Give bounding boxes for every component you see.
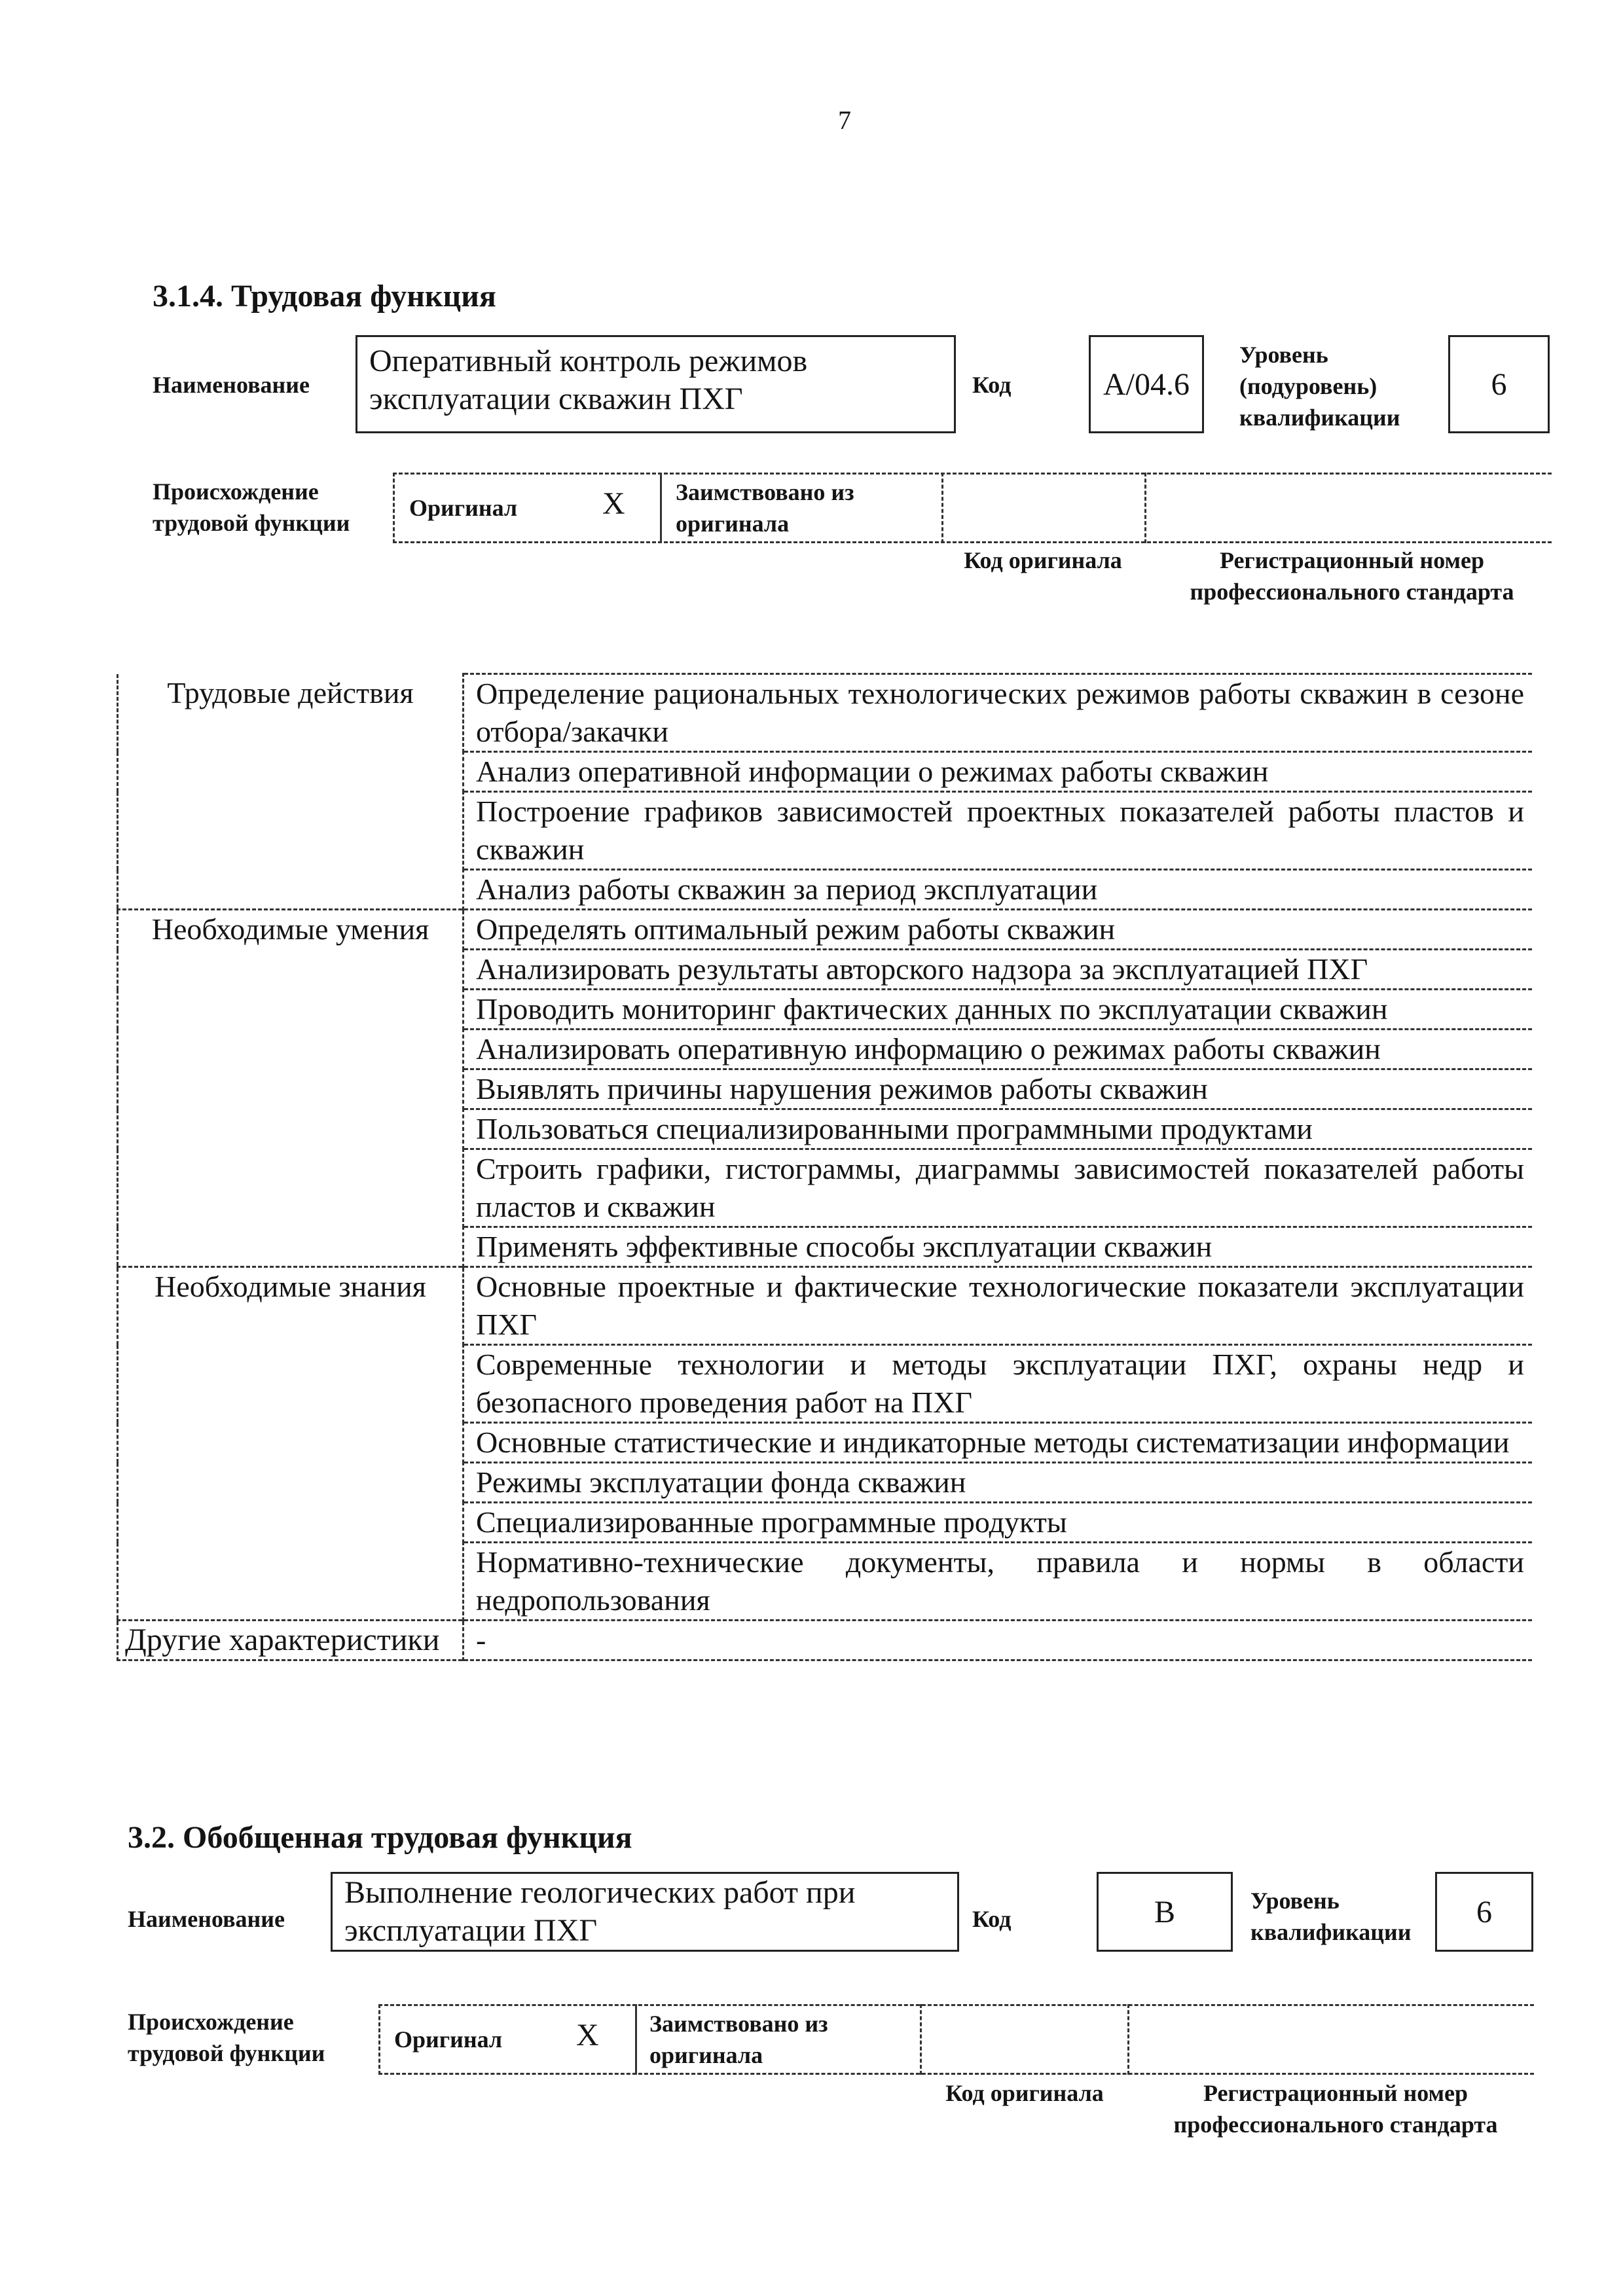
origin-code-caption: Код оригинала <box>964 547 1122 573</box>
origin-frame-32 <box>378 2004 1534 2075</box>
knowledge-item: Специализированные программные продукты <box>464 1503 1533 1543</box>
level-label: Уровень (подуровень) квалификации <box>1239 342 1400 431</box>
name-label-32: Наименование <box>128 1906 285 1932</box>
function-details-table <box>117 673 1532 1661</box>
section-heading-32: 3.2. Обобщенная трудовая функция <box>128 1820 632 1855</box>
origin-label-32: Происхождение трудовой функции <box>128 2009 325 2066</box>
other-value: - <box>464 1621 1533 1660</box>
skill-item: Анализировать результаты авторского надзора за эксплуатацией ПХГ <box>464 950 1533 990</box>
labor-action-item: Построение графиков зависимостей проектных показателей работы пластов и скважин <box>464 792 1533 870</box>
labor-action-item: Определение рациональных технологических режимов работы скважин в сезоне отбора/закачки <box>464 674 1533 752</box>
gtf-level-box <box>1435 1872 1533 1952</box>
skill-item: Строить графики, гистограммы, диаграммы зависимостей показателей работы пластов и скважин <box>464 1149 1533 1227</box>
knowledge-item: Нормативно-технические документы, правила и нормы в области недропользования <box>464 1543 1533 1621</box>
skill-item: Выявлять причины нарушения режимов работы скважин <box>464 1069 1533 1109</box>
reg-number-caption-32: Регистрационный номер профессионального стандарта <box>1173 2080 1498 2138</box>
page-number: 7 <box>838 105 851 135</box>
original-label-32: Оригинал <box>394 2026 503 2053</box>
code-box <box>1089 335 1204 433</box>
labor-action-item: Анализ работы скважин за период эксплуатации <box>464 870 1533 910</box>
function-code: A/04.6 <box>1103 367 1190 402</box>
divider <box>941 473 943 543</box>
name-label: Наименование <box>153 372 310 398</box>
function-name-box <box>356 335 956 433</box>
knowledge-item: Основные статистические и индикаторные методы систематизации информации <box>464 1423 1533 1463</box>
section-heading: 3.1.4. Трудовая функция <box>153 279 496 314</box>
knowledge-item: Основные проектные и фактические технологические показатели эксплуатации ПХГ <box>464 1267 1533 1345</box>
gtf-level: 6 <box>1476 1894 1492 1929</box>
divider <box>660 473 662 543</box>
divider <box>1127 2004 1129 2075</box>
original-mark: X <box>602 486 625 521</box>
code-label-32: Код <box>972 1906 1012 1932</box>
skill-item: Пользоваться специализированными программными продуктами <box>464 1109 1533 1149</box>
skill-item: Определять оптимальный режим работы скважин <box>464 910 1533 950</box>
function-name: Оперативный контроль режимов эксплуатации скважин ПХГ <box>369 344 808 416</box>
skill-item: Применять эффективные способы эксплуатации скважин <box>464 1227 1533 1267</box>
borrowed-label-32: Заимствовано из оригинала <box>649 2011 828 2068</box>
level-box <box>1448 335 1550 433</box>
divider <box>393 473 395 543</box>
knowledge-label: Необходимые знания <box>118 1267 464 1621</box>
original-mark-32: X <box>576 2018 599 2053</box>
gtf-name-box <box>331 1872 959 1952</box>
divider <box>1144 473 1146 543</box>
divider <box>378 2004 380 2075</box>
skill-item: Проводить мониторинг фактических данных по эксплуатации скважин <box>464 990 1533 1030</box>
reg-number-caption: Регистрационный номер профессионального стандарта <box>1190 547 1514 605</box>
skill-item: Анализировать оперативную информацию о режимах работы скважин <box>464 1030 1533 1069</box>
skills-label: Необходимые умения <box>118 910 464 1267</box>
origin-label: Происхождение трудовой функции <box>153 478 350 536</box>
gtf-code-box <box>1097 1872 1233 1952</box>
borrowed-label: Заимствовано из оригинала <box>676 479 854 537</box>
level-value: 6 <box>1491 367 1507 402</box>
labor-actions-label: Трудовые действия <box>118 674 464 910</box>
gtf-code: B <box>1154 1894 1175 1929</box>
knowledge-item: Современные технологии и методы эксплуатации ПХГ, охраны недр и безопасного проведения работ на ПХГ <box>464 1345 1533 1423</box>
other-label: Другие характеристики <box>118 1621 464 1660</box>
origin-code-caption-32: Код оригинала <box>945 2080 1104 2106</box>
labor-action-item: Анализ оперативной информации о режимах работы скважин <box>464 752 1533 792</box>
level-label-32: Уровень квалификации <box>1250 1888 1412 1945</box>
divider <box>920 2004 922 2075</box>
knowledge-item: Режимы эксплуатации фонда скважин <box>464 1463 1533 1503</box>
gtf-name: Выполнение геологических работ при эксплуатации ПХГ <box>344 1875 856 1948</box>
divider <box>635 2004 637 2075</box>
origin-frame <box>393 473 1552 543</box>
original-label: Оригинал <box>409 495 518 521</box>
code-label: Код <box>972 372 1012 398</box>
